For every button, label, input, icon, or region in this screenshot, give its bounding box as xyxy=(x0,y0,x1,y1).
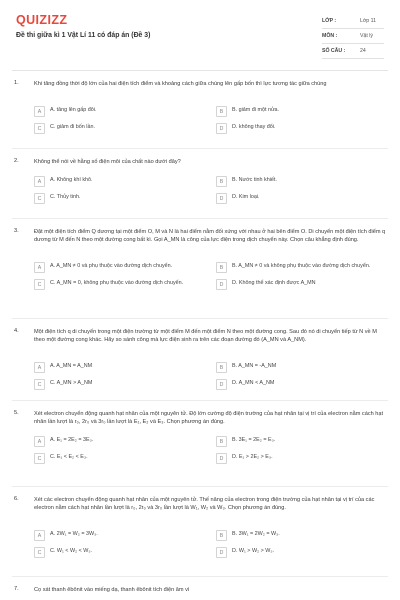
option-text: D. không thay đổi. xyxy=(232,124,276,130)
answer-option-c[interactable] xyxy=(34,279,204,290)
question-number: 1. xyxy=(14,80,19,86)
option-letter-box: D xyxy=(216,379,227,390)
answer-option-b[interactable] xyxy=(216,176,386,187)
option-letter-box: A xyxy=(34,436,45,447)
option-letter-box: D xyxy=(216,279,227,290)
meta-key: SỐ CÂU : xyxy=(322,48,346,54)
document-header xyxy=(0,0,400,62)
option-text: A. A_MN = A_NM xyxy=(50,363,93,369)
option-letter-box: B xyxy=(216,262,227,273)
question-number: 3. xyxy=(14,228,19,234)
option-text: A. Không khí khô. xyxy=(50,177,93,183)
option-text: A. A_MN ≠ 0 và phụ thuộc vào đường dịch chuyển. xyxy=(50,263,173,269)
option-text: B. 3W₁ = 2W₂ = W₃. xyxy=(232,531,280,537)
option-letter-box: B xyxy=(216,362,227,373)
question-number: 2. xyxy=(14,158,19,164)
answer-option-b[interactable] xyxy=(216,362,386,373)
answer-option-d[interactable] xyxy=(216,193,386,204)
option-text: D. Không thể xác định được A_MN xyxy=(232,280,316,286)
answer-option-c[interactable] xyxy=(34,193,204,204)
answer-option-a[interactable] xyxy=(34,362,204,373)
option-text: B. Nước tinh khiết. xyxy=(232,177,277,183)
option-letter-box: D xyxy=(216,453,227,464)
option-text: C. A_MN = 0, không phụ thuộc vào đường dịch chuyển. xyxy=(50,280,184,286)
question-text: Cọ xát thanh êbônit vào miếng dạ, thanh êbônit tích điện âm vì xyxy=(34,587,190,593)
option-letter-box: D xyxy=(216,193,227,204)
answer-option-d[interactable] xyxy=(216,547,386,558)
meta-row-count xyxy=(322,44,384,59)
option-letter-box: A xyxy=(34,176,45,187)
answer-option-d[interactable] xyxy=(216,453,386,464)
option-letter-box: A xyxy=(34,530,45,541)
page-title: Đề thi giữa kì 1 Vật Lí 11 có đáp án (Đề 3) xyxy=(16,32,151,39)
option-letter-box: D xyxy=(216,547,227,558)
option-text: B. A_MN = -A_NM xyxy=(232,363,277,369)
meta-table xyxy=(322,14,384,59)
answer-option-a[interactable] xyxy=(34,530,204,541)
answer-option-b[interactable] xyxy=(216,530,386,541)
meta-key: LỚP : xyxy=(322,18,337,24)
option-letter-box: B xyxy=(216,106,227,117)
option-text: C. giảm đi bốn lần. xyxy=(50,124,95,130)
question-text: Một điện tích q di chuyển trong một điện trường từ một điểm M đến một điểm N theo một đường cong. Sau đó nó di chuyển tiếp từ N về M theo một đường cong khác. Hãy so sánh công mà lực điện sinh ra trên các đoạn đường đó (A_MN và A_NM). xyxy=(34,329,377,344)
question-text: Xét electron chuyển động quanh hạt nhân của một nguyên tử. Độ lớn cường độ điện trường của hạt nhân tại vị trí của electron nằm cách hạt nhân lần lượt là r₀, 2r₀ và 3r₀ lần lượt là E₁, E₂ và E₃. Chọn phương án đúng. xyxy=(34,411,384,426)
question-separator xyxy=(12,218,388,219)
option-text: D. E₁ > 2E₂ > E₃. xyxy=(232,454,273,460)
option-text: C. Thủy tinh. xyxy=(50,194,81,200)
option-text: D. A_MN < A_NM xyxy=(232,380,275,386)
question-text: Không thể nói về hằng số điện môi của chất nào dưới đây? xyxy=(34,159,181,165)
quizizz-logo: QUIZIZZ xyxy=(16,13,68,27)
option-text: D. Kim loại. xyxy=(232,194,260,200)
answer-option-c[interactable] xyxy=(34,453,204,464)
meta-value: Vật lý xyxy=(360,33,373,39)
question-separator xyxy=(12,576,388,577)
option-text: B. giảm đi một nửa. xyxy=(232,107,280,113)
option-letter-box: C xyxy=(34,453,45,464)
question-text: Khi tăng đồng thời độ lớn của hai điện tích điểm và khoảng cách giữa chúng lên gấp bốn thì lực tương tác giữa chúng xyxy=(34,81,327,87)
option-letter-box: D xyxy=(216,123,227,134)
meta-row-subject xyxy=(322,29,384,44)
option-text: C. E₁ < E₂ < E₃. xyxy=(50,454,88,460)
header-divider xyxy=(12,70,388,71)
option-text: A. 2W₁ = W₂ = 3W₃. xyxy=(50,531,98,537)
option-text: B. 3E₁ = 2E₂ = E₃. xyxy=(232,437,276,443)
answer-option-b[interactable] xyxy=(216,436,386,447)
question-separator xyxy=(12,400,388,401)
option-letter-box: B xyxy=(216,436,227,447)
option-text: C. W₁ < W₂ < W₃. xyxy=(50,548,93,554)
question-number: 5. xyxy=(14,410,19,416)
meta-value: 24 xyxy=(360,48,366,54)
answer-option-b[interactable] xyxy=(216,262,386,273)
option-letter-box: C xyxy=(34,547,45,558)
option-letter-box: C xyxy=(34,379,45,390)
question-separator xyxy=(12,318,388,319)
question-separator xyxy=(12,486,388,487)
question-separator xyxy=(12,148,388,149)
option-text: A. E₁ = 2E₂ = 3E₃. xyxy=(50,437,94,443)
question-number: 7. xyxy=(14,586,19,592)
answer-option-a[interactable] xyxy=(34,262,204,273)
answer-option-c[interactable] xyxy=(34,379,204,390)
option-letter-box: A xyxy=(34,262,45,273)
answer-option-d[interactable] xyxy=(216,123,386,134)
answer-option-a[interactable] xyxy=(34,106,204,117)
option-letter-box: C xyxy=(34,279,45,290)
question-text: Đặt một điện tích điểm Q dương tại một điểm O, M và N là hai điểm nằm đối xứng với nhau ở hai bên điểm O. Di chuyển một điện tích điểm q dương từ M đến N theo một đường cong bất kì. Gọi A_MN là công của lực điện trong dịch chuyển này. Chọn câu khẳng định đúng. xyxy=(34,229,386,244)
answer-option-a[interactable] xyxy=(34,176,204,187)
option-letter-box: A xyxy=(34,362,45,373)
option-letter-box: C xyxy=(34,193,45,204)
answer-option-d[interactable] xyxy=(216,279,386,290)
answer-option-c[interactable] xyxy=(34,547,204,558)
answer-option-c[interactable] xyxy=(34,123,204,134)
answer-option-b[interactable] xyxy=(216,106,386,117)
meta-key: MÔN : xyxy=(322,33,338,39)
answer-option-d[interactable] xyxy=(216,379,386,390)
option-text: C. A_MN > A_NM xyxy=(50,380,93,386)
meta-row-class xyxy=(322,14,384,29)
option-letter-box: B xyxy=(216,530,227,541)
option-text: D. W₁ > W₂ > W₃. xyxy=(232,548,275,554)
question-number: 6. xyxy=(14,496,19,502)
option-letter-box: C xyxy=(34,123,45,134)
question-text: Xét các electron chuyển động quanh hạt nhân của một nguyên tử. Thế năng của electron trong điện trường của hạt nhân tại vị trí của các electron nằm cách hạt nhân lần lượt là r₀, 2r₀ và 3r₀ lần lượt là W₁, W₂ và W₃. Chọn phương án đúng. xyxy=(34,497,375,512)
option-letter-box: B xyxy=(216,176,227,187)
option-text: B. A_MN ≠ 0 và không phụ thuộc vào đường dịch chuyển. xyxy=(232,263,371,269)
meta-value: Lớp 11 xyxy=(360,18,376,24)
option-letter-box: A xyxy=(34,106,45,117)
answer-option-a[interactable] xyxy=(34,436,204,447)
option-text: A. tăng lên gấp đôi. xyxy=(50,107,97,113)
question-number: 4. xyxy=(14,328,19,334)
